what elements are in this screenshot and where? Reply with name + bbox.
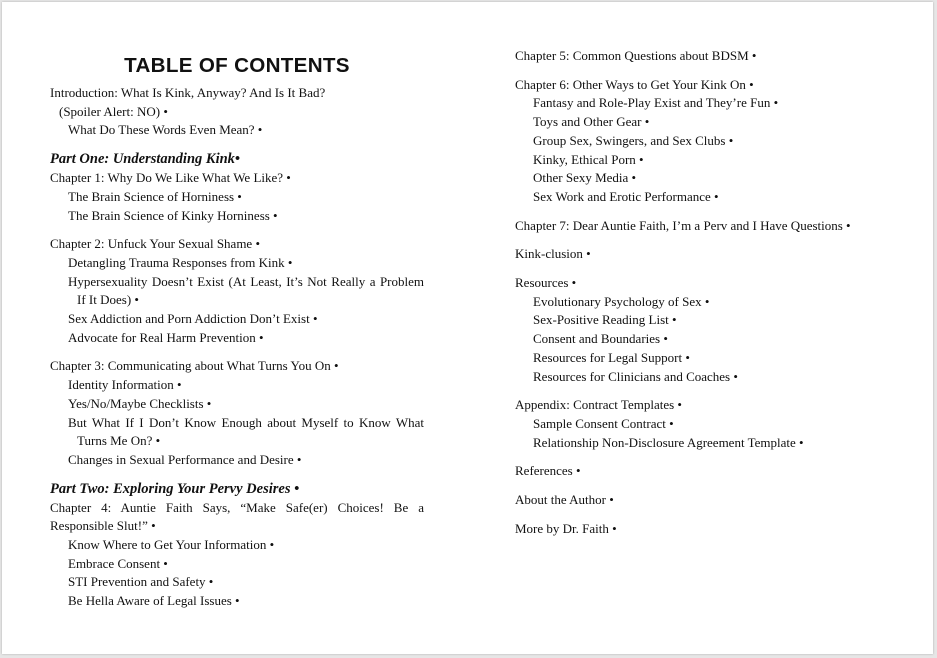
toc-resources-group	[515, 274, 915, 386]
toc-subentry[interactable]: Identity Information •	[68, 377, 182, 393]
toc-subentry[interactable]: Sex Work and Erotic Performance •	[533, 188, 719, 204]
toc-entry-appendix[interactable]: Appendix: Contract Templates •	[515, 397, 682, 413]
toc-subentry[interactable]: Detangling Trauma Responses from Kink •	[68, 254, 293, 270]
toc-subentry[interactable]: Relationship Non-Disclosure Agreement Template •	[533, 434, 804, 450]
toc-subentry[interactable]: Resources for Clinicians and Coaches •	[533, 368, 738, 384]
toc-entry-references[interactable]: References •	[515, 463, 581, 479]
toc-entry-introduction-cont[interactable]: (Spoiler Alert: NO) •	[59, 103, 168, 119]
toc-subentry[interactable]: Kinky, Ethical Porn •	[533, 151, 644, 167]
toc-subentry[interactable]: Group Sex, Swingers, and Sex Clubs •	[533, 132, 734, 148]
toc-subentry[interactable]: Advocate for Real Harm Prevention •	[68, 329, 264, 345]
toc-chapter5-group	[515, 47, 915, 66]
toc-subentry[interactable]: Other Sexy Media •	[533, 170, 637, 186]
toc-kinkclusion-group	[515, 245, 915, 264]
toc-subentry[interactable]: What Do These Words Even Mean? •	[68, 122, 263, 138]
toc-subentry[interactable]: Be Hella Aware of Legal Issues •	[68, 593, 240, 609]
toc-entry-introduction[interactable]: Introduction: What Is Kink, Anyway? And Is It Bad?	[50, 85, 326, 100]
toc-subentry[interactable]: Know Where to Get Your Information •	[68, 537, 275, 553]
toc-references-group	[515, 462, 915, 481]
toc-subentry[interactable]: Hypersexuality Doesn’t Exist (At Least, It’s Not Really a Problem If It Does) •	[68, 273, 424, 308]
toc-subentry[interactable]: Toys and Other Gear •	[533, 114, 650, 130]
toc-chapter2-group	[50, 235, 424, 347]
toc-part-one[interactable]: Part One: Understanding Kink•	[50, 151, 240, 168]
toc-entry-kinkclusion[interactable]: Kink-clusion •	[515, 246, 591, 262]
toc-subentry[interactable]: Fantasy and Role-Play Exist and They’re Fun •	[533, 95, 779, 111]
page-title: TABLE OF CONTENTS	[124, 55, 350, 77]
toc-chapter4-group	[50, 499, 424, 611]
toc-part-two[interactable]: Part Two: Exploring Your Pervy Desires •	[50, 480, 300, 497]
toc-subentry[interactable]: Sex Addiction and Porn Addiction Don’t Exist •	[68, 311, 318, 327]
toc-entry-resources[interactable]: Resources •	[515, 275, 577, 291]
toc-subentry[interactable]: Embrace Consent •	[68, 555, 168, 571]
toc-about-group	[515, 491, 915, 510]
toc-subentry[interactable]: Evolutionary Psychology of Sex •	[533, 293, 710, 309]
toc-entry-about-author[interactable]: About the Author •	[515, 492, 614, 508]
toc-subentry[interactable]: Sample Consent Contract •	[533, 415, 674, 431]
toc-subentry[interactable]: Sex-Positive Reading List •	[533, 312, 677, 328]
toc-right-column	[515, 47, 915, 548]
toc-more-group	[515, 520, 915, 539]
toc-subentry[interactable]: Resources for Legal Support •	[533, 349, 690, 365]
toc-subentry[interactable]: Consent and Boundaries •	[533, 331, 668, 347]
toc-entry-chapter-5[interactable]: Chapter 5: Common Questions about BDSM •	[515, 48, 757, 63]
toc-chapter6-group	[515, 76, 915, 207]
toc-subentry[interactable]: Changes in Sexual Performance and Desire •	[68, 451, 302, 467]
toc-subentry[interactable]: But What If I Don’t Know Enough about Myself to Know What Turns Me On? •	[68, 414, 424, 449]
toc-subentry[interactable]: Yes/No/Maybe Checklists •	[68, 395, 212, 411]
toc-chapter7-group	[515, 217, 915, 236]
toc-entry-more-by-author[interactable]: More by Dr. Faith •	[515, 520, 617, 536]
toc-entry-chapter-4[interactable]: Chapter 4: Auntie Faith Says, “Make Safe(er) Choices! Be a Responsible Slut!” •	[50, 499, 424, 534]
toc-appendix-group	[515, 396, 915, 452]
toc-entry-chapter-6[interactable]: Chapter 6: Other Ways to Get Your Kink On •	[515, 76, 754, 92]
toc-entry-chapter-7[interactable]: Chapter 7: Dear Auntie Faith, I’m a Perv and I Have Questions •	[515, 217, 851, 233]
toc-subentry[interactable]: STI Prevention and Safety •	[68, 574, 214, 590]
toc-subentry[interactable]: The Brain Science of Kinky Horniness •	[68, 207, 278, 223]
document-page	[2, 2, 933, 654]
toc-entry-chapter-3[interactable]: Chapter 3: Communicating about What Turns You On •	[50, 358, 339, 374]
toc-chapter3-group	[50, 357, 424, 469]
toc-intro-group	[50, 84, 424, 140]
toc-subentry[interactable]: The Brain Science of Horniness •	[68, 188, 242, 204]
toc-entry-chapter-2[interactable]: Chapter 2: Unfuck Your Sexual Shame •	[50, 236, 260, 252]
toc-chapter1-group	[50, 169, 424, 225]
toc-entry-chapter-1[interactable]: Chapter 1: Why Do We Like What We Like? •	[50, 170, 291, 186]
toc-left-column	[50, 50, 424, 621]
